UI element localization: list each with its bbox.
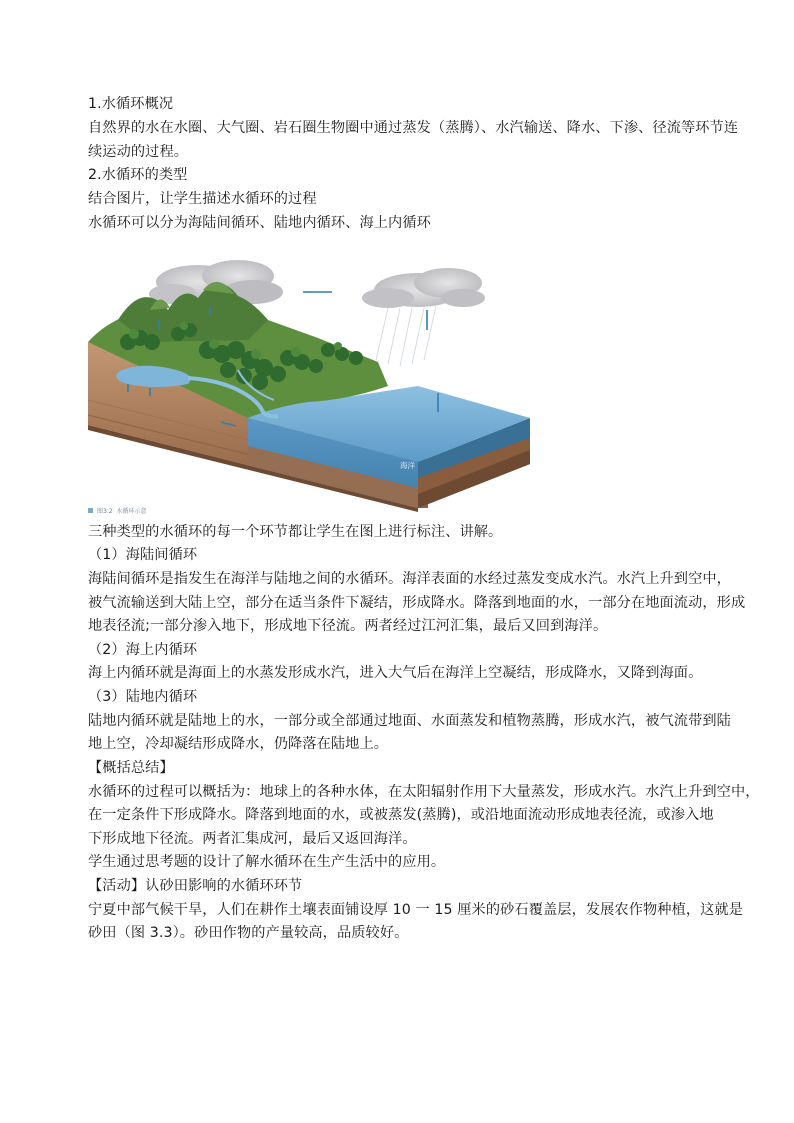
subsection-3-title: （3）陆地内循环 — [88, 689, 198, 705]
section2-heading: 2.水循环的类型 — [88, 167, 188, 183]
activity-line-1: 宁夏中部气候干旱，人们在耕作土壤表面铺设厚 10 一 15 厘米的砂石覆盖层，发展农作物种植，这就是 — [88, 902, 744, 918]
application-line: 学生通过思考题的设计了解水循环在生产生活中的应用。 — [88, 854, 446, 870]
section2-line-1: 结合图片，让学生描述水循环的过程 — [88, 191, 317, 207]
figure-title: 水循环示意 — [116, 508, 147, 515]
sea-label: 海洋 — [400, 461, 415, 470]
summary-line-3: 下形成地下径流。两者汇集成河，最后又返回海洋。 — [88, 831, 417, 847]
summary-line-2: 在一定条件下形成降水。降落到地面的水，或被蒸发(蒸腾)，或沿地面流动形成地表径流，或渗入地 — [88, 807, 714, 823]
water-cycle-illustration — [88, 250, 548, 512]
figure-number: 图3.2 — [97, 508, 113, 515]
body-intro: 三种类型的水循环的每一个环节都让学生在图上进行标注、讲解。 — [88, 524, 503, 540]
activity-title: 【活动】认砂田影响的水循环环节 — [88, 878, 303, 894]
activity-line-2: 砂田（图 3.3）。砂田作物的产量较高，品质较好。 — [88, 925, 409, 941]
subsection-3-line-1: 陆地内循环就是陆地上的水，一部分或全部通过地面、水面蒸发和植物蒸腾，形成水汽，被气流带到陆 — [88, 713, 731, 729]
figure-caption — [88, 506, 147, 515]
subsection-3-line-2: 地上空，冷却凝结形成降水，仍降落在陆地上。 — [88, 736, 389, 752]
cloud-right — [362, 268, 485, 308]
section1-heading: 1.水循环概况 — [88, 96, 174, 112]
subsection-1-line-2: 被气流输送到大陆上空，部分在适当条件下凝结，形成降水。降落到地面的水，一部分在地面流动，形成 — [88, 595, 746, 611]
water-cycle-figure — [88, 250, 548, 518]
caption-square-icon — [88, 508, 93, 513]
subsection-1-title: （1）海陆间循环 — [88, 547, 198, 563]
subsection-1-line-3: 地表径流;一部分渗入地下，形成地下径流。两者经过江河汇集，最后又回到海洋。 — [88, 618, 608, 634]
subsection-2-title: （2）海上内循环 — [88, 642, 198, 658]
subsection-1-line-1: 海陆间循环是指发生在海洋与陆地之间的水循环。海洋表面的水经过蒸发变成水汽。水汽上升到空中， — [88, 571, 731, 587]
subsection-2-line-1: 海上内循环就是海面上的水蒸发形成水汽，进入大气后在海洋上空凝结，形成降水，又降到海面。 — [88, 665, 703, 681]
summary-line-1: 水循环的过程可以概括为：地球上的各种水体，在太阳辐射作用下大量蒸发，形成水汽。水汽上升到空中， — [88, 784, 760, 800]
section1-paragraph-line-1: 自然界的水在水圈、大气圈、岩石圈生物圈中通过蒸发（蒸腾）、水汽输送、降水、下渗、径流等环节连 — [88, 120, 739, 136]
summary-title: 【概括总结】 — [88, 760, 174, 776]
section2-line-2: 水循环可以分为海陆间循环、陆地内循环、海上内循环 — [88, 215, 431, 231]
section1-paragraph-line-2: 续运动的过程。 — [88, 144, 189, 160]
